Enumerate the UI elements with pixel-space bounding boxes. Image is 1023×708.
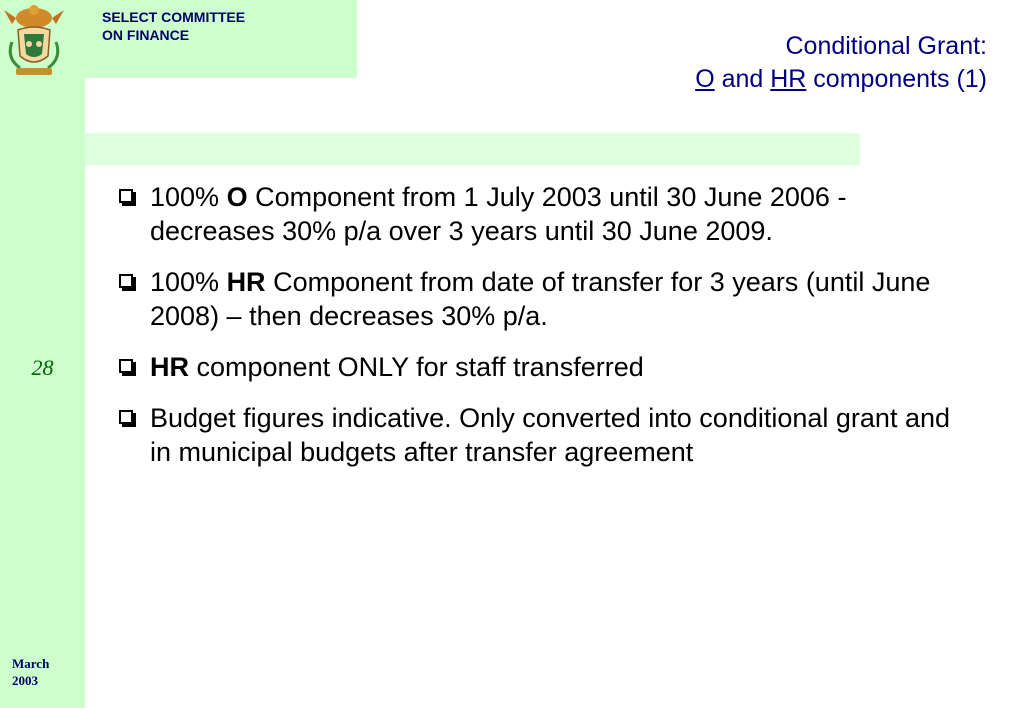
bullet-item [118, 350, 978, 384]
checkbox-bullet-icon [119, 189, 133, 203]
bullet-bold: O [226, 182, 248, 212]
date-month: March [12, 656, 50, 671]
title-o: O [695, 65, 715, 93]
title-rest: components (1) [806, 65, 987, 93]
bullet-bold: HR [150, 352, 189, 382]
bullet-bold: HR [226, 267, 266, 297]
title-underline-band [85, 133, 860, 165]
title-hr: HR [770, 65, 807, 93]
page-number: 28 [31, 355, 54, 380]
date-year: 2003 [12, 673, 38, 688]
coat-of-arms-icon [2, 2, 66, 80]
date-block [12, 655, 49, 689]
bullet-post: component ONLY for staff transferred [189, 352, 644, 382]
committee-name [102, 8, 245, 44]
bullet-post: Component from 1 July 2003 until 30 June 2006 - decreases 30% p/a over 3 years until 30 June 2009. [150, 182, 847, 246]
bullet-pre: 100% [150, 182, 227, 212]
title-line-1: Conditional Grant: [785, 32, 987, 60]
bullet-post: Budget figures indicative. Only converted into conditional grant and in municipal budgets after transfer agreement [150, 403, 950, 467]
slide-title [695, 30, 987, 96]
bullet-pre: 100% [150, 267, 227, 297]
checkbox-bullet-icon [119, 274, 133, 288]
bullet-item [118, 401, 978, 469]
checkbox-bullet-icon [119, 359, 133, 373]
bullet-list [118, 180, 978, 486]
bullet-item [118, 265, 978, 333]
left-band [0, 0, 85, 708]
title-line-2 [695, 63, 987, 96]
committee-line-1: SELECT COMMITTEE [102, 9, 246, 25]
title-and: and [714, 65, 771, 93]
committee-line-2: ON FINANCE [102, 27, 190, 43]
bullet-item [118, 180, 978, 248]
bullet-post: Component from date of transfer for 3 years (until June 2008) – then decreases 30% p/a. [150, 267, 931, 331]
checkbox-bullet-icon [119, 410, 133, 424]
